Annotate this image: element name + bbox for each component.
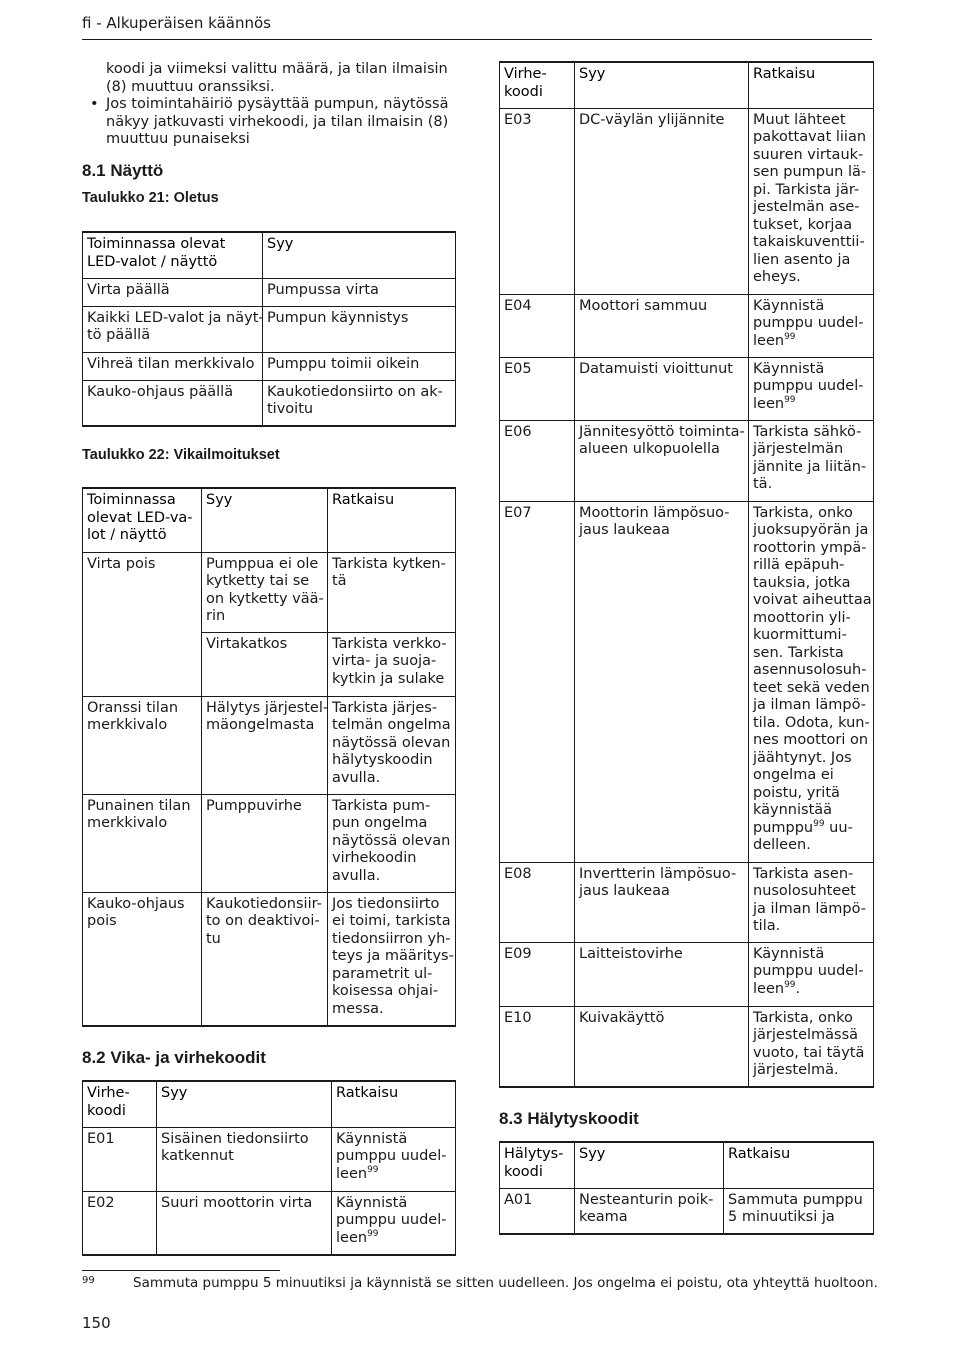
alarm-codes-table bbox=[499, 1141, 874, 1235]
table-cell: Jännitesyöttö toiminta- alueen ulkopuolella bbox=[575, 420, 749, 501]
table-cell: Tarkista asen- nusolosuhteet ja ilman lämpö- tila. bbox=[749, 862, 874, 942]
intro-line: koodi ja viimeksi valittu määrä, ja tilan ilmaisin bbox=[106, 61, 448, 77]
table-cell: Kaikki LED-valot ja näyt- tö päällä bbox=[83, 306, 263, 352]
table-cell: Moottori sammuu bbox=[575, 294, 749, 357]
table-cell: Pumppuvirhe bbox=[202, 794, 328, 892]
table-cell: Kaukotiedonsiirto on ak- tivoitu bbox=[263, 380, 456, 426]
error-code: E07 bbox=[500, 501, 575, 862]
table-cell: Tarkista, onko juoksupyörän ja roottorin ympä- rillä epäpuh- tauksia, jotka voivat aiheuttaa moottorin yli- kuormittumi- sen. Tarkista asennusolosuh- teet sekä veden ja ilman lämpö- tila. Odota, kun- nes moottori on jäähtynyt. Jos ongelma ei poistu, yritä käynnistää pumppu$^{99}$ uu- delleen. bbox=[749, 501, 874, 862]
bullet-line: Jos toimintahäiriö pysäyttää pumpun, näytössä bbox=[106, 96, 449, 112]
table-cell: Kauko-ohjaus päällä bbox=[83, 380, 263, 426]
error-code: E04 bbox=[500, 294, 575, 357]
table-cell: Tarkista kytken- tä bbox=[328, 552, 456, 632]
table-header-row bbox=[83, 1081, 456, 1127]
footnote-marker: 99 bbox=[784, 979, 796, 990]
table-row bbox=[500, 357, 874, 420]
table-cell: Tarkista verkko- virta- ja suoja- kytkin ja sulake bbox=[328, 632, 456, 696]
table-cell: Virtakatkos bbox=[202, 632, 328, 696]
table-cell: Käynnistä pumppu uudel- leen$^{99}$ bbox=[332, 1191, 456, 1255]
header-cell: Toiminnassa olevat LED-va- lot / näyttö bbox=[83, 488, 202, 552]
table-row bbox=[500, 1006, 874, 1087]
footnote-marker: 99 bbox=[813, 818, 825, 829]
table-22 bbox=[82, 487, 456, 1027]
table-row bbox=[83, 380, 456, 426]
table-row bbox=[500, 862, 874, 942]
table-cell: Punainen tilan merkkivalo bbox=[83, 794, 202, 892]
table-row bbox=[83, 1127, 456, 1191]
table-cell: Vihreä tilan merkkivalo bbox=[83, 352, 263, 380]
table-row bbox=[83, 278, 456, 306]
table-row bbox=[500, 501, 874, 862]
table-cell: Datamuisti vioittunut bbox=[575, 357, 749, 420]
table-header-row bbox=[83, 232, 456, 278]
header-cell: Syy bbox=[157, 1081, 332, 1127]
table-cell: Käynnistä pumppu uudel- leen$^{99}$. bbox=[749, 942, 874, 1006]
table-cell: Tarkista, onko järjestelmässä vuoto, tai täytä järjestelmä. bbox=[749, 1006, 874, 1087]
table-cell: Käynnistä pumppu uudel- leen$^{99}$ bbox=[749, 357, 874, 420]
header-cell: Ratkaisu bbox=[749, 62, 874, 108]
table-row bbox=[500, 1188, 874, 1234]
table-cell: Pumppu toimii oikein bbox=[263, 352, 456, 380]
header-cell: Ratkaisu bbox=[724, 1142, 874, 1188]
table-row bbox=[83, 306, 456, 352]
header-cell: Syy bbox=[202, 488, 328, 552]
table-cell: Moottorin lämpösuo- jaus laukeaa bbox=[575, 501, 749, 862]
header-cell: Syy bbox=[263, 232, 456, 278]
bullet-symbol: • bbox=[90, 96, 99, 112]
table-row bbox=[500, 294, 874, 357]
bullet-line: muuttuu punaiseksi bbox=[106, 131, 250, 147]
table-cell: Sammuta pumppu 5 minuutiksi ja bbox=[724, 1188, 874, 1234]
table-cell: Nesteanturin poik- keama bbox=[575, 1188, 724, 1234]
footnote-marker: 99 bbox=[367, 1228, 379, 1239]
footnote-marker: 99 bbox=[784, 394, 796, 405]
table-21 bbox=[82, 231, 456, 427]
header-cell: Toiminnassa olevat LED-valot / näyttö bbox=[83, 232, 263, 278]
bullet-item bbox=[90, 96, 456, 149]
table-row bbox=[83, 552, 456, 632]
table-cell: Suuri moottorin virta bbox=[157, 1191, 332, 1255]
table-cell: Kauko-ohjaus pois bbox=[83, 892, 202, 1026]
intro-line: (8) muuttuu oranssiksi. bbox=[106, 78, 275, 95]
intro-text bbox=[90, 61, 456, 149]
footnote-rule bbox=[82, 1270, 280, 1271]
table-cell: Pumpun käynnistys bbox=[263, 306, 456, 352]
table-row bbox=[500, 942, 874, 1006]
table-cell: Kuivakäyttö bbox=[575, 1006, 749, 1087]
table-cell: Pumpussa virta bbox=[263, 278, 456, 306]
page-number: 150 bbox=[82, 1314, 111, 1332]
table-header-row bbox=[500, 1142, 874, 1188]
table-cell: Tarkista pum- pun ongelma näytössä olevan virhekoodin avulla. bbox=[328, 794, 456, 892]
header-rule bbox=[82, 39, 872, 40]
table-cell: Oranssi tilan merkkivalo bbox=[83, 696, 202, 794]
table-cell: Tarkista järjes- telmän ongelma näytössä olevan hälytyskoodin avulla. bbox=[328, 696, 456, 794]
table-header-row bbox=[83, 488, 456, 552]
table-header-row bbox=[500, 62, 874, 108]
section-heading-8-3: 8.3 Hälytyskoodit bbox=[499, 1109, 639, 1128]
header-cell: Hälytys- koodi bbox=[500, 1142, 575, 1188]
table-row bbox=[500, 108, 874, 294]
table-cell: Jos tiedonsiirto ei toimi, tarkista tiedonsiirron yh- teys ja määritys- parametrit ul- koisessa ohjai- messa. bbox=[328, 892, 456, 1026]
section-heading-8-1: 8.1 Näyttö bbox=[82, 161, 164, 180]
error-code: E09 bbox=[500, 942, 575, 1006]
section-heading-8-2: 8.2 Vika- ja virhekoodit bbox=[82, 1048, 266, 1067]
table-row bbox=[83, 892, 456, 1026]
bullet-line: näkyy jatkuvasti virhekoodi, ja tilan ilmaisin (8) bbox=[106, 113, 449, 130]
error-code: E06 bbox=[500, 420, 575, 501]
table-cell: DC-väylän ylijännite bbox=[575, 108, 749, 294]
header-cell: Ratkaisu bbox=[332, 1081, 456, 1127]
table-row bbox=[83, 696, 456, 794]
table-cell: Sisäinen tiedonsiirto katkennut bbox=[157, 1127, 332, 1191]
header-cell: Ratkaisu bbox=[328, 488, 456, 552]
table-cell: Käynnistä pumppu uudel- leen$^{99}$ bbox=[332, 1127, 456, 1191]
error-code: E03 bbox=[500, 108, 575, 294]
table-22-caption: Taulukko 22: Vikailmoitukset bbox=[82, 447, 280, 463]
header-cell: Virhe- koodi bbox=[500, 62, 575, 108]
table-cell: Virta päällä bbox=[83, 278, 263, 306]
error-code: E08 bbox=[500, 862, 575, 942]
table-cell: Käynnistä pumppu uudel- leen$^{99}$ bbox=[749, 294, 874, 357]
header-cell: Virhe- koodi bbox=[83, 1081, 157, 1127]
table-cell: Laitteistovirhe bbox=[575, 942, 749, 1006]
footnote-marker: 99 bbox=[784, 331, 796, 342]
table-cell: Muut lähteet pakottavat liian suuren virtauk- sen pumpun lä- pi. Tarkista jär- jestelmän ase- tukset, korjaa takaiskuventtii- lien asento ja eheys. bbox=[749, 108, 874, 294]
table-21-caption: Taulukko 21: Oletus bbox=[82, 190, 219, 206]
error-code: E02 bbox=[83, 1191, 157, 1255]
table-cell: Invertterin lämpösuo- jaus laukeaa bbox=[575, 862, 749, 942]
header-cell: Syy bbox=[575, 1142, 724, 1188]
table-cell: Pumppua ei ole kytketty tai se on kytketty vää- rin bbox=[202, 552, 328, 632]
error-codes-table-left bbox=[82, 1080, 456, 1256]
table-cell: Hälytys järjestel- mäongelmasta bbox=[202, 696, 328, 794]
table-cell: Kaukotiedonsiir- to on deaktivoi- tu bbox=[202, 892, 328, 1026]
footnote-text: Sammuta pumppu 5 minuutiksi ja käynnistä se sitten uudelleen. Jos ongelma ei poistu, ota yhteyttä huoltoon. bbox=[133, 1275, 878, 1291]
table-row bbox=[83, 1191, 456, 1255]
footnote-marker: 99 bbox=[367, 1164, 379, 1175]
alarm-code: A01 bbox=[500, 1188, 575, 1234]
error-code: E05 bbox=[500, 357, 575, 420]
running-header: fi - Alkuperäisen käännös bbox=[82, 14, 271, 32]
table-row bbox=[83, 794, 456, 892]
error-codes-table-right bbox=[499, 61, 874, 1088]
header-cell: Syy bbox=[575, 62, 749, 108]
table-cell: Virta pois bbox=[83, 552, 202, 696]
table-row bbox=[83, 352, 456, 380]
error-code: E01 bbox=[83, 1127, 157, 1191]
table-cell: Tarkista sähkö- järjestelmän jännite ja liitän- tä. bbox=[749, 420, 874, 501]
footnote-number: 99 bbox=[82, 1275, 95, 1286]
error-code: E10 bbox=[500, 1006, 575, 1087]
table-row bbox=[500, 420, 874, 501]
